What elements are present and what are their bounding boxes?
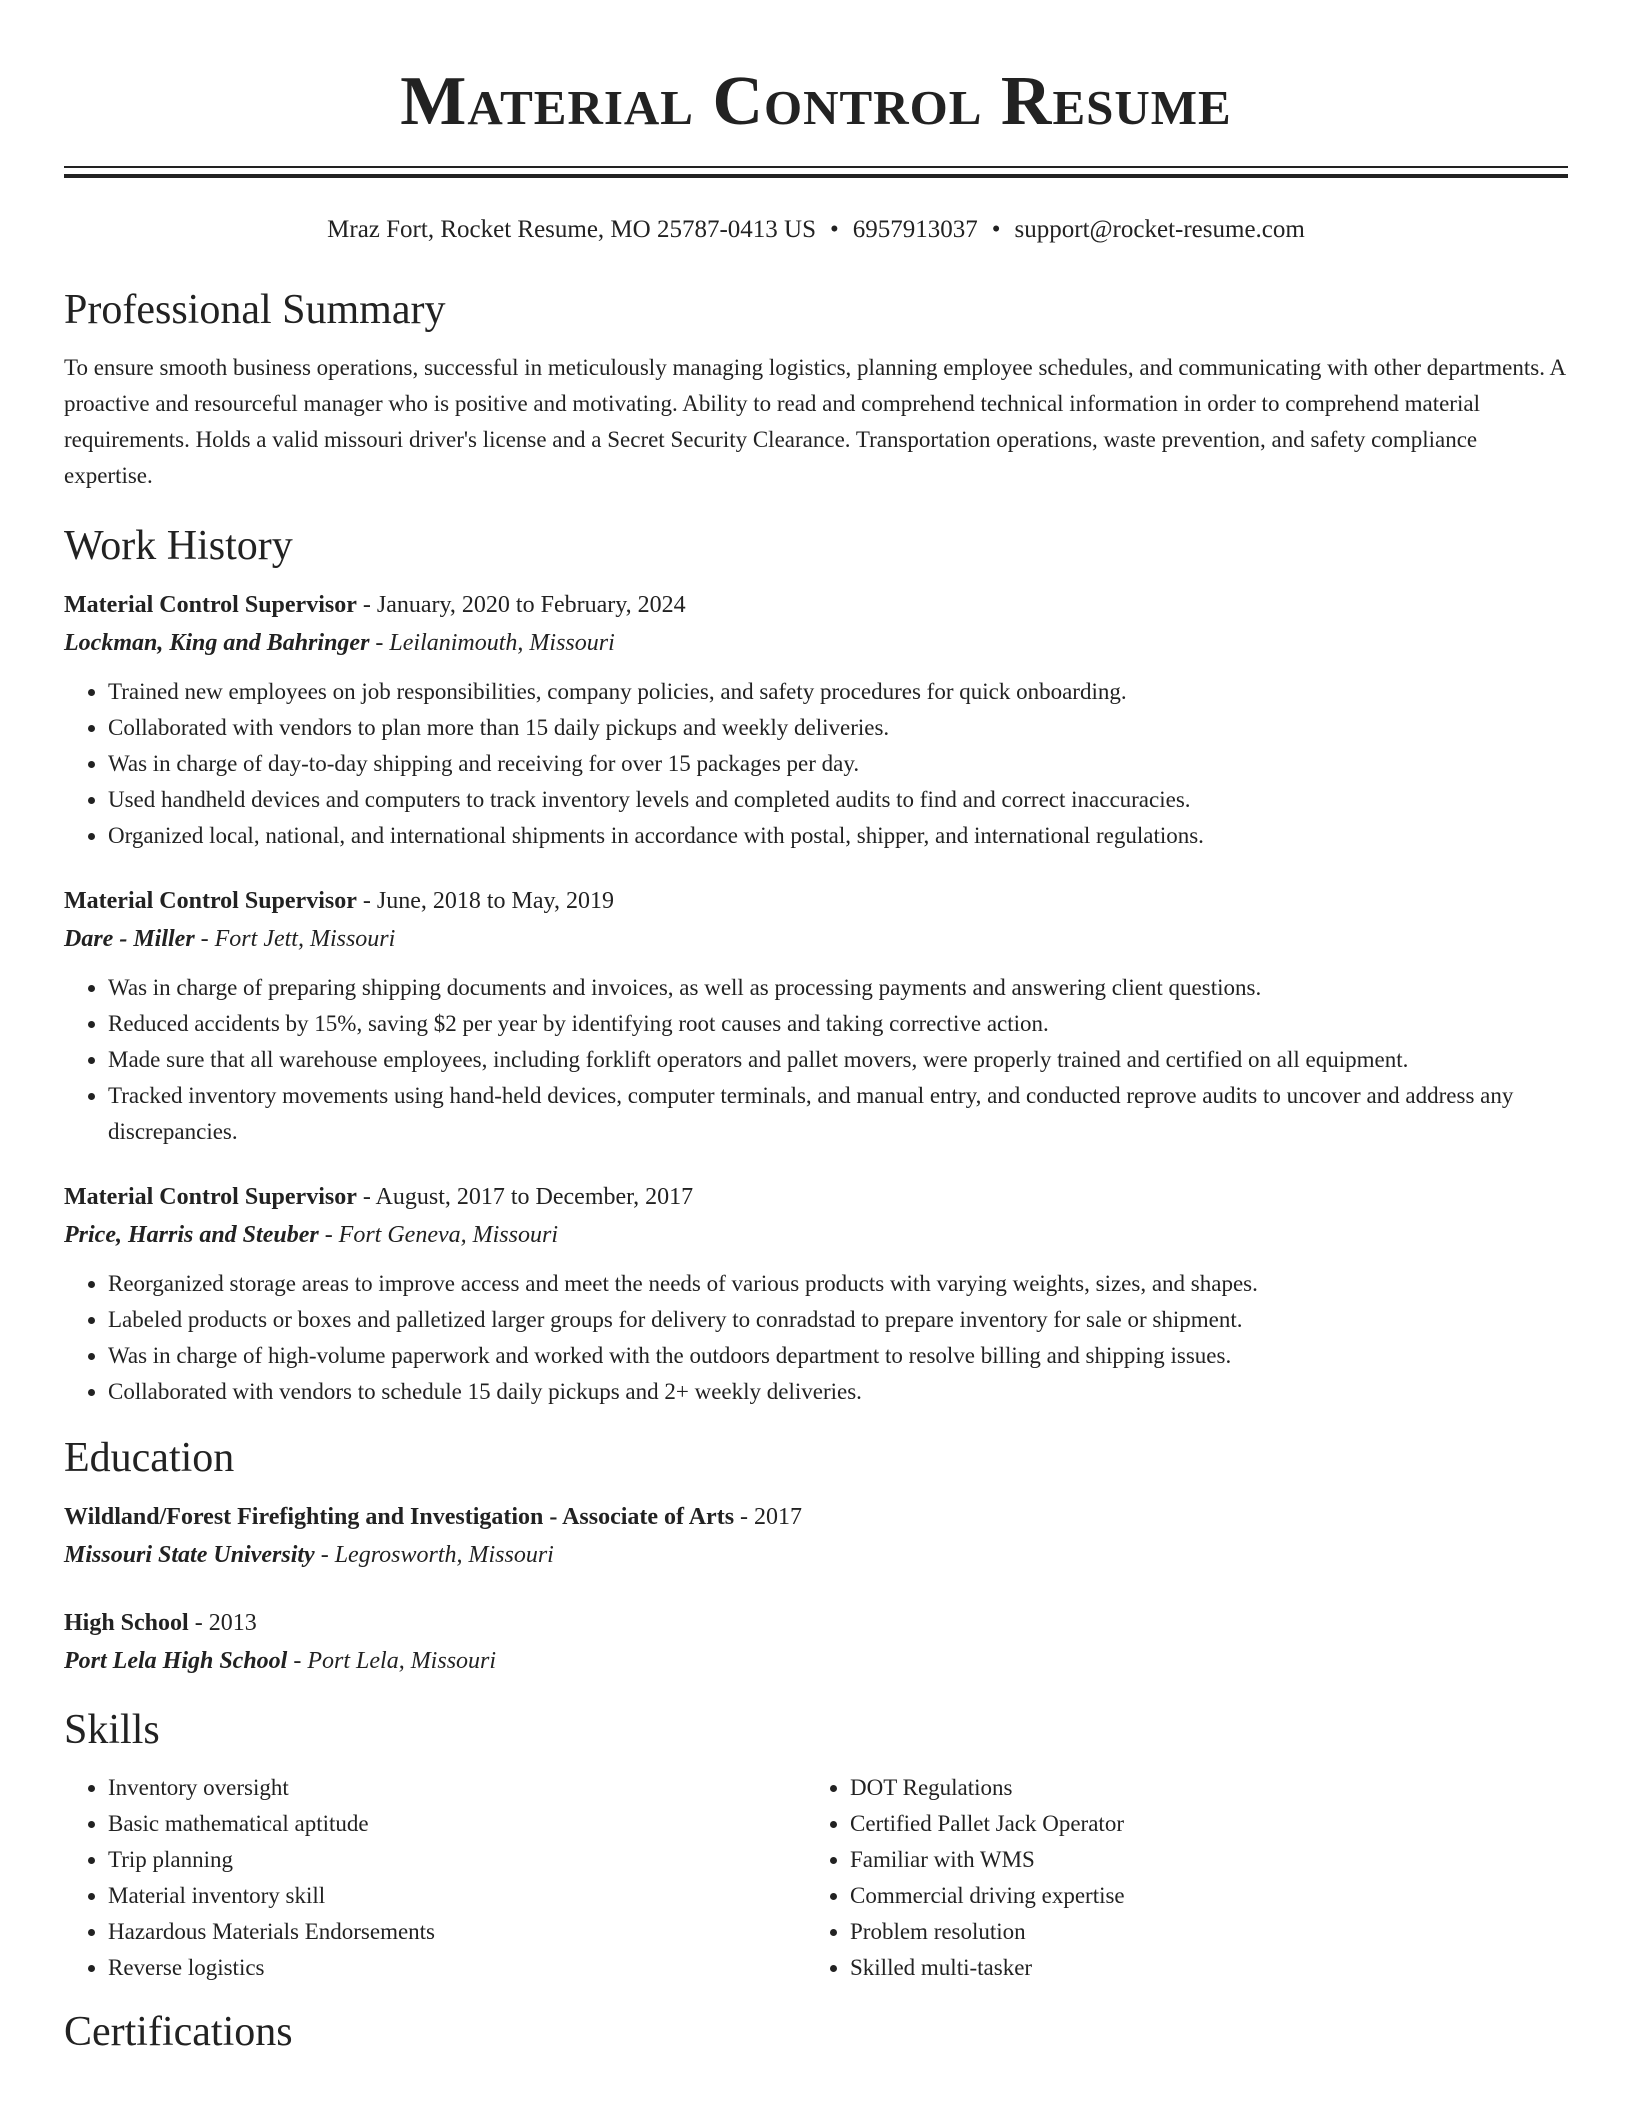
- resume-page: [64, 0, 1568, 2058]
- contact-separator: •: [830, 216, 839, 243]
- skill-item: • Basic mathematical aptitude: [108, 1806, 806, 1842]
- job-dates: - June, 2018 to May, 2019: [356, 888, 614, 914]
- education-header: [64, 1604, 1568, 1642]
- education-header: [64, 1498, 1568, 1536]
- job-bullet: • Was in charge of day-to-day shipping and receiving for over 15 packages per day.: [108, 746, 1568, 782]
- job-dates: - August, 2017 to December, 2017: [356, 1184, 694, 1210]
- education-section: [64, 1432, 1568, 1680]
- job-title: Material Control Supervisor: [64, 888, 357, 914]
- job-entry: [64, 1178, 1568, 1410]
- education-heading: Education: [64, 1435, 235, 1481]
- job-bullet: • Used handheld devices and computers to track inventory levels and completed audits to find and correct inaccuracies.: [108, 782, 1568, 818]
- job-location: - Leilanimouth, Missouri: [369, 630, 615, 656]
- skills-section: [64, 1704, 1568, 1986]
- skill-item: • Material inventory skill: [108, 1878, 806, 1914]
- title-divider: [64, 166, 1568, 178]
- job-bullet: • Was in charge of preparing shipping documents and invoices, as well as processing payments and answering client questions.: [108, 970, 1568, 1006]
- divider-line-thick: [64, 174, 1568, 178]
- skill-item: • Certified Pallet Jack Operator: [850, 1806, 1548, 1842]
- summary-section: [64, 284, 1568, 494]
- job-bullets: [64, 674, 1568, 854]
- job-company: Dare - Miller: [64, 926, 195, 952]
- job-employer: [64, 624, 1568, 662]
- skill-item: • Skilled multi-tasker: [850, 1950, 1548, 1986]
- job-header: [64, 882, 1568, 920]
- job-company: Lockman, King and Bahringer: [64, 630, 370, 656]
- job-bullets: [64, 1266, 1568, 1410]
- job-bullet: • Organized local, national, and international shipments in accordance with postal, shipper, and international regulations.: [108, 818, 1568, 854]
- job-entry: [64, 882, 1568, 1150]
- certifications-section: [64, 2006, 1568, 2058]
- contact-phone: 6957913037: [852, 216, 978, 243]
- skill-item: • Hazardous Materials Endorsements: [108, 1914, 806, 1950]
- job-bullet: • Tracked inventory movements using hand-held devices, computer terminals, and manual entry, and conducted reprove audits to uncover and address any discrepancies.: [108, 1078, 1568, 1150]
- education-degree: Wildland/Forest Firefighting and Investigation - Associate of Arts: [64, 1504, 735, 1530]
- job-bullet: • Reorganized storage areas to improve access and meet the needs of various products with varying weights, sizes, and shapes.: [108, 1266, 1568, 1302]
- skill-item: • Inventory oversight: [108, 1770, 806, 1806]
- job-entry: [64, 586, 1568, 854]
- job-company: Price, Harris and Steuber: [64, 1222, 319, 1248]
- job-dates: - January, 2020 to February, 2024: [356, 592, 686, 618]
- skill-item: • DOT Regulations: [850, 1770, 1548, 1806]
- job-bullet: • Collaborated with vendors to schedule 15 daily pickups and 2+ weekly deliveries.: [108, 1374, 1568, 1410]
- job-title: Material Control Supervisor: [64, 1184, 357, 1210]
- education-entry: [64, 1498, 1568, 1574]
- education-degree: High School: [64, 1610, 189, 1636]
- job-header: [64, 586, 1568, 624]
- divider-line-thin: [64, 166, 1568, 168]
- job-location: - Fort Geneva, Missouri: [318, 1222, 558, 1248]
- contact-address: Mraz Fort, Rocket Resume, MO 25787-0413 US: [327, 216, 816, 243]
- job-employer: [64, 920, 1568, 958]
- job-bullet: • Trained new employees on job responsibilities, company policies, and safety procedures for quick onboarding.: [108, 674, 1568, 710]
- education-entry: [64, 1604, 1568, 1680]
- education-school-line: [64, 1642, 1568, 1680]
- skill-item: • Problem resolution: [850, 1914, 1548, 1950]
- skill-item: • Commercial driving expertise: [850, 1878, 1548, 1914]
- summary-heading: Professional Summary: [64, 287, 446, 333]
- skill-item: • Reverse logistics: [108, 1950, 806, 1986]
- certifications-heading: Certifications: [64, 2009, 293, 2055]
- education-location: - Port Lela, Missouri: [287, 1648, 497, 1674]
- job-bullet: • Was in charge of high-volume paperwork and worked with the outdoors department to resolve billing and shipping issues.: [108, 1338, 1568, 1374]
- education-school-line: [64, 1536, 1568, 1574]
- skills-columns: [64, 1770, 1568, 1986]
- skill-item: • Familiar with WMS: [850, 1842, 1548, 1878]
- resume-title: Material Control Resume: [400, 63, 1232, 140]
- skill-item: • Trip planning: [108, 1842, 806, 1878]
- skills-list-right: [806, 1770, 1548, 1986]
- education-year: - 2013: [188, 1610, 257, 1636]
- contact-email: support@rocket-resume.com: [1014, 216, 1305, 243]
- contact-line: [64, 214, 1568, 246]
- summary-text: To ensure smooth business operations, successful in meticulously managing logistics, planning employee schedules, and communicating with other departments. A proactive and resourceful manager who is positive and motivating. Ability to read and comprehend technical information in order to comprehend material requirements. Holds a valid missouri driver's license and a Secret Security Clearance. Transportation operations, waste prevention, and safety compliance expertise.: [64, 355, 1565, 488]
- skills-heading: Skills: [64, 1707, 160, 1753]
- job-bullet: • Made sure that all warehouse employees, including forklift operators and pallet movers, were properly trained and certified on all equipment.: [108, 1042, 1568, 1078]
- education-school: Port Lela High School: [64, 1648, 288, 1674]
- job-employer: [64, 1216, 1568, 1254]
- work-history-section: [64, 520, 1568, 1410]
- skills-list-left: [64, 1770, 806, 1986]
- education-location: - Legrosworth, Missouri: [314, 1542, 554, 1568]
- contact-separator: •: [991, 216, 1001, 243]
- work-history-heading: Work History: [64, 523, 293, 569]
- job-bullets: [64, 970, 1568, 1150]
- job-location: - Fort Jett, Missouri: [194, 926, 396, 952]
- job-title: Material Control Supervisor: [64, 592, 357, 618]
- job-bullet: • Reduced accidents by 15%, saving $2 per year by identifying root causes and taking corrective action.: [108, 1006, 1568, 1042]
- education-school: Missouri State University: [64, 1542, 315, 1568]
- job-header: [64, 1178, 1568, 1216]
- job-bullet: • Labeled products or boxes and palletized larger groups for delivery to conradstad to prepare inventory for sale or shipment.: [108, 1302, 1568, 1338]
- education-year: - 2017: [734, 1504, 803, 1530]
- job-bullet: • Collaborated with vendors to plan more than 15 daily pickups and weekly deliveries.: [108, 710, 1568, 746]
